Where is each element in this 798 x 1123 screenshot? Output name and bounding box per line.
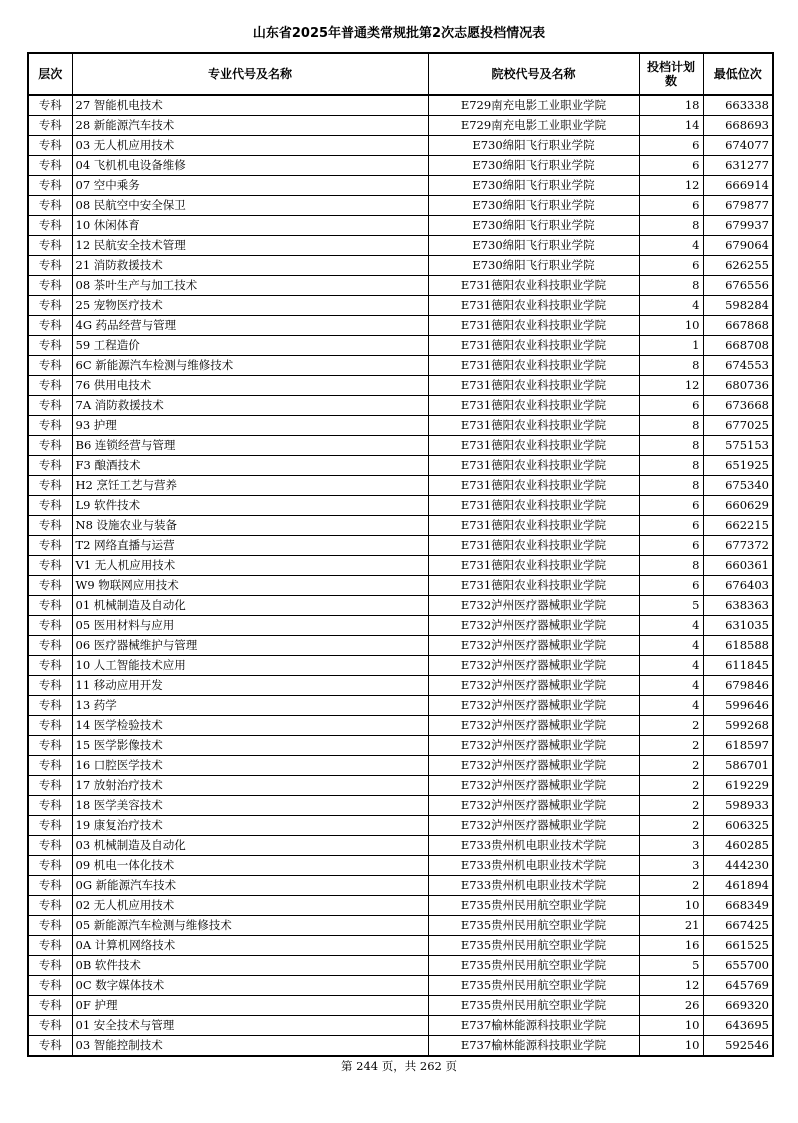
cell-school: E732泸州医疗器械职业学院 <box>428 736 639 756</box>
cell-school: E732泸州医疗器械职业学院 <box>428 776 639 796</box>
table-row <box>28 356 773 376</box>
cell-level: 专科 <box>28 296 72 316</box>
cell-rank: 599646 <box>703 696 773 716</box>
cell-major: 28 新能源汽车技术 <box>72 116 428 136</box>
table-row <box>28 95 773 116</box>
cell-rank: 618597 <box>703 736 773 756</box>
cell-level: 专科 <box>28 576 72 596</box>
table-row <box>28 656 773 676</box>
cell-level: 专科 <box>28 816 72 836</box>
cell-rank: 643695 <box>703 1016 773 1036</box>
cell-school: E731德阳农业科技职业学院 <box>428 296 639 316</box>
table-row <box>28 596 773 616</box>
cell-plan: 14 <box>639 116 703 136</box>
cell-level: 专科 <box>28 696 72 716</box>
cell-plan: 8 <box>639 276 703 296</box>
cell-level: 专科 <box>28 476 72 496</box>
cell-school: E732泸州医疗器械职业学院 <box>428 596 639 616</box>
cell-school: E731德阳农业科技职业学院 <box>428 456 639 476</box>
cell-level: 专科 <box>28 456 72 476</box>
cell-school: E731德阳农业科技职业学院 <box>428 576 639 596</box>
cell-plan: 6 <box>639 496 703 516</box>
table-row <box>28 456 773 476</box>
table-row <box>28 776 773 796</box>
table-row <box>28 1016 773 1036</box>
table-body <box>28 95 773 1056</box>
cell-level: 专科 <box>28 896 72 916</box>
cell-level: 专科 <box>28 1016 72 1036</box>
cell-major: 93 护理 <box>72 416 428 436</box>
cell-school: E737榆林能源科技职业学院 <box>428 1016 639 1036</box>
cell-major: L9 软件技术 <box>72 496 428 516</box>
cell-level: 专科 <box>28 836 72 856</box>
table-row <box>28 296 773 316</box>
cell-level: 专科 <box>28 876 72 896</box>
table-row <box>28 716 773 736</box>
cell-rank: 667425 <box>703 916 773 936</box>
cell-plan: 6 <box>639 536 703 556</box>
table-row <box>28 896 773 916</box>
cell-school: E731德阳农业科技职业学院 <box>428 556 639 576</box>
cell-level: 专科 <box>28 376 72 396</box>
cell-rank: 598284 <box>703 296 773 316</box>
cell-major: 14 医学检验技术 <box>72 716 428 736</box>
table-row <box>28 816 773 836</box>
table-row <box>28 216 773 236</box>
table-row <box>28 876 773 896</box>
cell-major: 6C 新能源汽车检测与维修技术 <box>72 356 428 376</box>
cell-plan: 4 <box>639 636 703 656</box>
cell-rank: 675340 <box>703 476 773 496</box>
cell-school: E730绵阳飞行职业学院 <box>428 236 639 256</box>
cell-major: 0G 新能源汽车技术 <box>72 876 428 896</box>
cell-level: 专科 <box>28 796 72 816</box>
cell-level: 专科 <box>28 256 72 276</box>
cell-rank: 618588 <box>703 636 773 656</box>
table-row <box>28 576 773 596</box>
cell-level: 专科 <box>28 216 72 236</box>
cell-level: 专科 <box>28 276 72 296</box>
cell-major: 12 民航安全技术管理 <box>72 236 428 256</box>
cell-school: E732泸州医疗器械职业学院 <box>428 616 639 636</box>
cell-level: 专科 <box>28 996 72 1016</box>
table-row <box>28 276 773 296</box>
cell-plan: 4 <box>639 236 703 256</box>
cell-rank: 679064 <box>703 236 773 256</box>
cell-rank: 674553 <box>703 356 773 376</box>
cell-rank: 663338 <box>703 95 773 116</box>
table-row <box>28 996 773 1016</box>
header-level: 层次 <box>28 53 72 95</box>
cell-plan: 16 <box>639 936 703 956</box>
header-plan: 投档计划数 <box>639 53 703 95</box>
cell-rank: 611845 <box>703 656 773 676</box>
cell-major: 03 智能控制技术 <box>72 1036 428 1057</box>
cell-level: 专科 <box>28 536 72 556</box>
cell-school: E731德阳农业科技职业学院 <box>428 276 639 296</box>
cell-level: 专科 <box>28 516 72 536</box>
cell-school: E735贵州民用航空职业学院 <box>428 996 639 1016</box>
cell-school: E735贵州民用航空职业学院 <box>428 916 639 936</box>
cell-school: E732泸州医疗器械职业学院 <box>428 716 639 736</box>
table-row <box>28 256 773 276</box>
cell-plan: 4 <box>639 676 703 696</box>
table-row <box>28 736 773 756</box>
cell-level: 专科 <box>28 196 72 216</box>
cell-plan: 10 <box>639 1016 703 1036</box>
cell-school: E732泸州医疗器械职业学院 <box>428 636 639 656</box>
cell-major: 06 医疗器械维护与管理 <box>72 636 428 656</box>
cell-major: N8 设施农业与装备 <box>72 516 428 536</box>
cell-major: 11 移动应用开发 <box>72 676 428 696</box>
cell-rank: 677372 <box>703 536 773 556</box>
cell-rank: 606325 <box>703 816 773 836</box>
cell-plan: 12 <box>639 176 703 196</box>
cell-rank: 667868 <box>703 316 773 336</box>
cell-plan: 8 <box>639 556 703 576</box>
page-footer: 第 244 页，共 262 页 <box>340 1059 458 1073</box>
cell-plan: 8 <box>639 216 703 236</box>
cell-school: E730绵阳飞行职业学院 <box>428 196 639 216</box>
table-row <box>28 416 773 436</box>
cell-plan: 5 <box>639 956 703 976</box>
cell-level: 专科 <box>28 716 72 736</box>
cell-level: 专科 <box>28 636 72 656</box>
cell-plan: 6 <box>639 256 703 276</box>
table-row <box>28 496 773 516</box>
cell-major: 19 康复治疗技术 <box>72 816 428 836</box>
cell-school: E733贵州机电职业技术学院 <box>428 836 639 856</box>
cell-plan: 8 <box>639 476 703 496</box>
cell-plan: 26 <box>639 996 703 1016</box>
header-school: 院校代号及名称 <box>428 53 639 95</box>
table-row <box>28 856 773 876</box>
table-row <box>28 636 773 656</box>
cell-level: 专科 <box>28 396 72 416</box>
cell-school: E731德阳农业科技职业学院 <box>428 516 639 536</box>
cell-rank: 662215 <box>703 516 773 536</box>
cell-rank: 461894 <box>703 876 773 896</box>
cell-major: 01 机械制造及自动化 <box>72 596 428 616</box>
cell-school: E729南充电影工业职业学院 <box>428 95 639 116</box>
cell-major: 27 智能机电技术 <box>72 95 428 116</box>
cell-level: 专科 <box>28 676 72 696</box>
cell-rank: 676556 <box>703 276 773 296</box>
cell-rank: 599268 <box>703 716 773 736</box>
cell-major: 21 消防救援技术 <box>72 256 428 276</box>
cell-rank: 586701 <box>703 756 773 776</box>
cell-level: 专科 <box>28 176 72 196</box>
header-rank: 最低位次 <box>703 53 773 95</box>
table-row <box>28 836 773 856</box>
cell-school: E731德阳农业科技职业学院 <box>428 316 639 336</box>
table-row <box>28 956 773 976</box>
cell-level: 专科 <box>28 336 72 356</box>
table-row <box>28 976 773 996</box>
cell-major: F3 酿酒技术 <box>72 456 428 476</box>
cell-school: E733贵州机电职业技术学院 <box>428 876 639 896</box>
cell-rank: 645769 <box>703 976 773 996</box>
cell-plan: 8 <box>639 436 703 456</box>
cell-level: 专科 <box>28 95 72 116</box>
table-row <box>28 796 773 816</box>
cell-level: 专科 <box>28 776 72 796</box>
cell-plan: 6 <box>639 516 703 536</box>
cell-major: 4G 药品经营与管理 <box>72 316 428 336</box>
table-row <box>28 556 773 576</box>
cell-plan: 4 <box>639 696 703 716</box>
cell-major: 0F 护理 <box>72 996 428 1016</box>
cell-level: 专科 <box>28 556 72 576</box>
cell-school: E731德阳农业科技职业学院 <box>428 376 639 396</box>
cell-level: 专科 <box>28 316 72 336</box>
cell-level: 专科 <box>28 356 72 376</box>
table-row <box>28 316 773 336</box>
cell-school: E730绵阳飞行职业学院 <box>428 216 639 236</box>
cell-major: V1 无人机应用技术 <box>72 556 428 576</box>
cell-major: 04 飞机机电设备维修 <box>72 156 428 176</box>
cell-major: 7A 消防救援技术 <box>72 396 428 416</box>
cell-school: E733贵州机电职业技术学院 <box>428 856 639 876</box>
cell-rank: 673668 <box>703 396 773 416</box>
cell-rank: 677025 <box>703 416 773 436</box>
cell-rank: 661525 <box>703 936 773 956</box>
cell-rank: 631035 <box>703 616 773 636</box>
table-row <box>28 696 773 716</box>
cell-school: E731德阳农业科技职业学院 <box>428 336 639 356</box>
cell-school: E735贵州民用航空职业学院 <box>428 936 639 956</box>
cell-level: 专科 <box>28 976 72 996</box>
cell-major: 10 休闲体育 <box>72 216 428 236</box>
table-row <box>28 396 773 416</box>
cell-major: 25 宠物医疗技术 <box>72 296 428 316</box>
table-row <box>28 1036 773 1057</box>
cell-major: 02 无人机应用技术 <box>72 896 428 916</box>
cell-major: 17 放射治疗技术 <box>72 776 428 796</box>
cell-plan: 10 <box>639 1036 703 1057</box>
cell-plan: 5 <box>639 596 703 616</box>
cell-major: 08 民航空中安全保卫 <box>72 196 428 216</box>
cell-plan: 4 <box>639 616 703 636</box>
table-row <box>28 616 773 636</box>
cell-plan: 10 <box>639 316 703 336</box>
cell-school: E732泸州医疗器械职业学院 <box>428 676 639 696</box>
cell-level: 专科 <box>28 736 72 756</box>
cell-major: 0C 数字媒体技术 <box>72 976 428 996</box>
cell-level: 专科 <box>28 616 72 636</box>
cell-rank: 680736 <box>703 376 773 396</box>
cell-plan: 6 <box>639 196 703 216</box>
cell-major: W9 物联网应用技术 <box>72 576 428 596</box>
cell-plan: 8 <box>639 456 703 476</box>
cell-school: E730绵阳飞行职业学院 <box>428 256 639 276</box>
table-row <box>28 136 773 156</box>
admission-table <box>27 52 774 1057</box>
cell-level: 专科 <box>28 436 72 456</box>
cell-level: 专科 <box>28 136 72 156</box>
cell-plan: 8 <box>639 356 703 376</box>
cell-major: 10 人工智能技术应用 <box>72 656 428 676</box>
cell-rank: 460285 <box>703 836 773 856</box>
cell-plan: 2 <box>639 756 703 776</box>
cell-plan: 12 <box>639 376 703 396</box>
cell-plan: 8 <box>639 416 703 436</box>
cell-rank: 676403 <box>703 576 773 596</box>
cell-plan: 6 <box>639 136 703 156</box>
cell-plan: 2 <box>639 876 703 896</box>
cell-major: 01 安全技术与管理 <box>72 1016 428 1036</box>
cell-rank: 668349 <box>703 896 773 916</box>
cell-plan: 4 <box>639 296 703 316</box>
cell-level: 专科 <box>28 596 72 616</box>
cell-school: E732泸州医疗器械职业学院 <box>428 656 639 676</box>
table-row <box>28 476 773 496</box>
table-row <box>28 176 773 196</box>
cell-rank: 668693 <box>703 116 773 136</box>
cell-major: 0A 计算机网络技术 <box>72 936 428 956</box>
table-header <box>28 53 773 95</box>
table-row <box>28 756 773 776</box>
cell-school: E732泸州医疗器械职业学院 <box>428 696 639 716</box>
table-row <box>28 916 773 936</box>
cell-level: 专科 <box>28 916 72 936</box>
table-row <box>28 376 773 396</box>
cell-school: E732泸州医疗器械职业学院 <box>428 756 639 776</box>
cell-school: E735贵州民用航空职业学院 <box>428 956 639 976</box>
cell-rank: 655700 <box>703 956 773 976</box>
cell-rank: 592546 <box>703 1036 773 1057</box>
cell-major: 0B 软件技术 <box>72 956 428 976</box>
cell-plan: 21 <box>639 916 703 936</box>
cell-school: E731德阳农业科技职业学院 <box>428 536 639 556</box>
cell-school: E731德阳农业科技职业学院 <box>428 356 639 376</box>
cell-rank: 444230 <box>703 856 773 876</box>
cell-level: 专科 <box>28 496 72 516</box>
cell-major: 07 空中乘务 <box>72 176 428 196</box>
cell-school: E732泸州医疗器械职业学院 <box>428 796 639 816</box>
cell-rank: 638363 <box>703 596 773 616</box>
cell-school: E731德阳农业科技职业学院 <box>428 496 639 516</box>
cell-rank: 598933 <box>703 796 773 816</box>
cell-rank: 679846 <box>703 676 773 696</box>
cell-major: 08 茶叶生产与加工技术 <box>72 276 428 296</box>
cell-school: E729南充电影工业职业学院 <box>428 116 639 136</box>
cell-plan: 3 <box>639 836 703 856</box>
cell-major: 03 机械制造及自动化 <box>72 836 428 856</box>
cell-major: H2 烹饪工艺与营养 <box>72 476 428 496</box>
cell-plan: 6 <box>639 396 703 416</box>
cell-major: T2 网络直播与运营 <box>72 536 428 556</box>
cell-rank: 575153 <box>703 436 773 456</box>
cell-major: 59 工程造价 <box>72 336 428 356</box>
cell-major: 18 医学美容技术 <box>72 796 428 816</box>
cell-school: E730绵阳飞行职业学院 <box>428 136 639 156</box>
cell-plan: 6 <box>639 156 703 176</box>
cell-major: 16 口腔医学技术 <box>72 756 428 776</box>
cell-school: E731德阳农业科技职业学院 <box>428 416 639 436</box>
cell-major: 05 医用材料与应用 <box>72 616 428 636</box>
table-row <box>28 196 773 216</box>
cell-rank: 626255 <box>703 256 773 276</box>
cell-rank: 679937 <box>703 216 773 236</box>
cell-level: 专科 <box>28 656 72 676</box>
cell-plan: 3 <box>639 856 703 876</box>
header-major: 专业代号及名称 <box>72 53 428 95</box>
cell-level: 专科 <box>28 116 72 136</box>
cell-plan: 6 <box>639 576 703 596</box>
table-row <box>28 116 773 136</box>
cell-rank: 679877 <box>703 196 773 216</box>
cell-level: 专科 <box>28 856 72 876</box>
cell-major: 09 机电一体化技术 <box>72 856 428 876</box>
cell-rank: 669320 <box>703 996 773 1016</box>
cell-plan: 4 <box>639 656 703 676</box>
cell-plan: 12 <box>639 976 703 996</box>
cell-level: 专科 <box>28 416 72 436</box>
cell-level: 专科 <box>28 236 72 256</box>
cell-level: 专科 <box>28 156 72 176</box>
cell-rank: 660629 <box>703 496 773 516</box>
cell-level: 专科 <box>28 756 72 776</box>
table-row <box>28 156 773 176</box>
cell-school: E735贵州民用航空职业学院 <box>428 896 639 916</box>
cell-plan: 18 <box>639 95 703 116</box>
cell-rank: 668708 <box>703 336 773 356</box>
table-row <box>28 436 773 456</box>
cell-rank: 660361 <box>703 556 773 576</box>
cell-level: 专科 <box>28 1036 72 1057</box>
cell-plan: 2 <box>639 776 703 796</box>
cell-rank: 651925 <box>703 456 773 476</box>
cell-school: E730绵阳飞行职业学院 <box>428 156 639 176</box>
cell-major: 03 无人机应用技术 <box>72 136 428 156</box>
cell-major: B6 连锁经营与管理 <box>72 436 428 456</box>
cell-rank: 666914 <box>703 176 773 196</box>
cell-rank: 619229 <box>703 776 773 796</box>
cell-plan: 2 <box>639 816 703 836</box>
table-row <box>28 236 773 256</box>
cell-school: E731德阳农业科技职业学院 <box>428 436 639 456</box>
cell-school: E737榆林能源科技职业学院 <box>428 1036 639 1057</box>
page-title: 山东省2025年普通类常规批第2次志愿投档情况表 <box>252 26 546 41</box>
cell-plan: 2 <box>639 796 703 816</box>
cell-plan: 10 <box>639 896 703 916</box>
cell-level: 专科 <box>28 956 72 976</box>
table-row <box>28 676 773 696</box>
cell-major: 13 药学 <box>72 696 428 716</box>
cell-plan: 2 <box>639 736 703 756</box>
cell-major: 05 新能源汽车检测与维修技术 <box>72 916 428 936</box>
cell-plan: 2 <box>639 716 703 736</box>
cell-rank: 674077 <box>703 136 773 156</box>
table-row <box>28 516 773 536</box>
cell-plan: 1 <box>639 336 703 356</box>
cell-school: E730绵阳飞行职业学院 <box>428 176 639 196</box>
cell-school: E731德阳农业科技职业学院 <box>428 396 639 416</box>
cell-level: 专科 <box>28 936 72 956</box>
cell-rank: 631277 <box>703 156 773 176</box>
cell-school: E732泸州医疗器械职业学院 <box>428 816 639 836</box>
cell-major: 15 医学影像技术 <box>72 736 428 756</box>
table-row <box>28 336 773 356</box>
cell-major: 76 供用电技术 <box>72 376 428 396</box>
cell-school: E735贵州民用航空职业学院 <box>428 976 639 996</box>
table-row <box>28 536 773 556</box>
table-row <box>28 936 773 956</box>
cell-school: E731德阳农业科技职业学院 <box>428 476 639 496</box>
